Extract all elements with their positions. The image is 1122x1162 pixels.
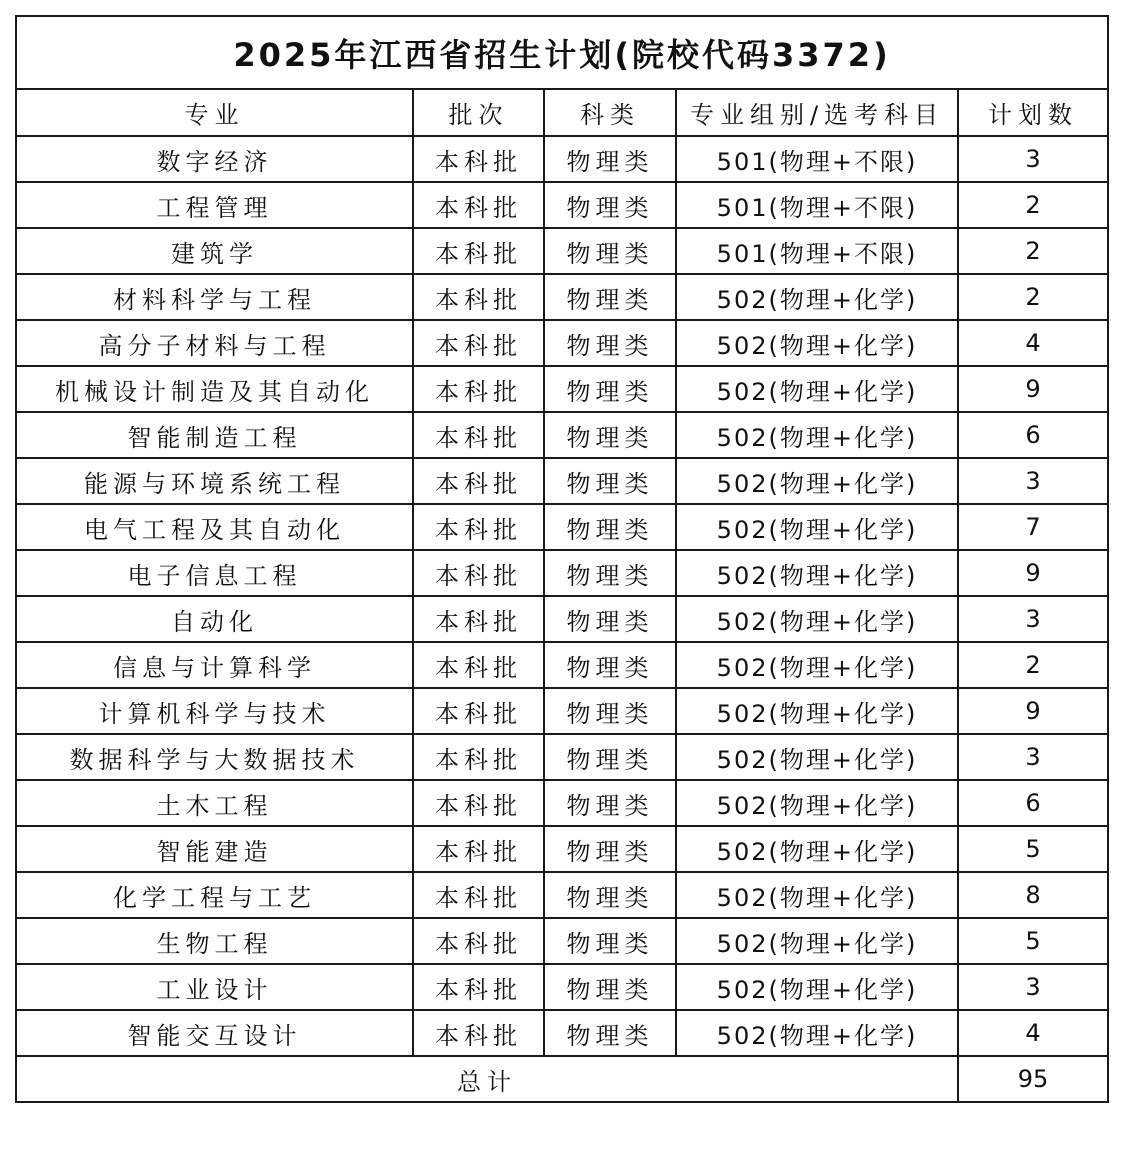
cell-major: 智能建造 [16, 826, 413, 872]
cell-major: 计算机科学与技术 [16, 688, 413, 734]
cell-category: 物理类 [544, 688, 676, 734]
cell-major: 建筑学 [16, 228, 413, 274]
cell-plan-count: 8 [958, 872, 1108, 918]
cell-major: 智能制造工程 [16, 412, 413, 458]
table-row [16, 550, 1108, 596]
cell-major: 化学工程与工艺 [16, 872, 413, 918]
header-batch: 批次 [413, 89, 544, 136]
cell-category: 物理类 [544, 734, 676, 780]
cell-category: 物理类 [544, 412, 676, 458]
cell-major: 电子信息工程 [16, 550, 413, 596]
cell-category: 物理类 [544, 642, 676, 688]
cell-category: 物理类 [544, 550, 676, 596]
cell-category: 物理类 [544, 918, 676, 964]
cell-batch: 本科批 [413, 1010, 544, 1056]
table-row [16, 964, 1108, 1010]
cell-major: 能源与环境系统工程 [16, 458, 413, 504]
cell-batch: 本科批 [413, 596, 544, 642]
cell-group-subjects: 502(物理+化学) [676, 504, 958, 550]
cell-group-subjects: 501(物理+不限) [676, 228, 958, 274]
table-row [16, 458, 1108, 504]
cell-plan-count: 9 [958, 366, 1108, 412]
cell-batch: 本科批 [413, 642, 544, 688]
cell-major: 智能交互设计 [16, 1010, 413, 1056]
cell-batch: 本科批 [413, 274, 544, 320]
cell-category: 物理类 [544, 366, 676, 412]
cell-group-subjects: 502(物理+化学) [676, 734, 958, 780]
table-row [16, 412, 1108, 458]
cell-group-subjects: 502(物理+化学) [676, 826, 958, 872]
cell-batch: 本科批 [413, 458, 544, 504]
cell-batch: 本科批 [413, 964, 544, 1010]
cell-group-subjects: 501(物理+不限) [676, 136, 958, 182]
cell-plan-count: 5 [958, 918, 1108, 964]
cell-batch: 本科批 [413, 228, 544, 274]
cell-major: 数字经济 [16, 136, 413, 182]
table-row [16, 274, 1108, 320]
cell-group-subjects: 502(物理+化学) [676, 412, 958, 458]
cell-plan-count: 4 [958, 320, 1108, 366]
header-plan-count: 计划数 [958, 89, 1108, 136]
cell-batch: 本科批 [413, 826, 544, 872]
title-row [16, 16, 1108, 89]
table-row [16, 228, 1108, 274]
cell-category: 物理类 [544, 1010, 676, 1056]
cell-group-subjects: 501(物理+不限) [676, 182, 958, 228]
cell-category: 物理类 [544, 228, 676, 274]
cell-plan-count: 3 [958, 596, 1108, 642]
cell-category: 物理类 [544, 458, 676, 504]
cell-plan-count: 7 [958, 504, 1108, 550]
cell-category: 物理类 [544, 826, 676, 872]
table-row [16, 596, 1108, 642]
cell-category: 物理类 [544, 182, 676, 228]
cell-group-subjects: 502(物理+化学) [676, 550, 958, 596]
table-row [16, 1010, 1108, 1056]
cell-batch: 本科批 [413, 182, 544, 228]
cell-plan-count: 9 [958, 550, 1108, 596]
cell-batch: 本科批 [413, 734, 544, 780]
cell-major: 工业设计 [16, 964, 413, 1010]
cell-plan-count: 6 [958, 412, 1108, 458]
cell-plan-count: 3 [958, 458, 1108, 504]
cell-batch: 本科批 [413, 136, 544, 182]
table-row [16, 642, 1108, 688]
cell-major: 土木工程 [16, 780, 413, 826]
cell-category: 物理类 [544, 872, 676, 918]
cell-group-subjects: 502(物理+化学) [676, 458, 958, 504]
cell-category: 物理类 [544, 964, 676, 1010]
cell-group-subjects: 502(物理+化学) [676, 366, 958, 412]
cell-group-subjects: 502(物理+化学) [676, 964, 958, 1010]
header-category: 科类 [544, 89, 676, 136]
cell-category: 物理类 [544, 136, 676, 182]
cell-plan-count: 2 [958, 228, 1108, 274]
header-row [16, 89, 1108, 136]
cell-group-subjects: 502(物理+化学) [676, 872, 958, 918]
cell-batch: 本科批 [413, 688, 544, 734]
cell-batch: 本科批 [413, 780, 544, 826]
cell-plan-count: 2 [958, 642, 1108, 688]
header-major: 专业 [16, 89, 413, 136]
cell-group-subjects: 502(物理+化学) [676, 320, 958, 366]
cell-major: 自动化 [16, 596, 413, 642]
cell-group-subjects: 502(物理+化学) [676, 780, 958, 826]
cell-plan-count: 2 [958, 274, 1108, 320]
table-row [16, 918, 1108, 964]
cell-plan-count: 9 [958, 688, 1108, 734]
cell-batch: 本科批 [413, 872, 544, 918]
cell-major: 生物工程 [16, 918, 413, 964]
table-row [16, 320, 1108, 366]
cell-group-subjects: 502(物理+化学) [676, 688, 958, 734]
cell-group-subjects: 502(物理+化学) [676, 1010, 958, 1056]
table-row [16, 872, 1108, 918]
cell-plan-count: 3 [958, 964, 1108, 1010]
cell-plan-count: 2 [958, 182, 1108, 228]
cell-plan-count: 3 [958, 136, 1108, 182]
cell-batch: 本科批 [413, 504, 544, 550]
cell-category: 物理类 [544, 274, 676, 320]
cell-batch: 本科批 [413, 320, 544, 366]
cell-category: 物理类 [544, 320, 676, 366]
cell-batch: 本科批 [413, 918, 544, 964]
cell-batch: 本科批 [413, 412, 544, 458]
cell-major: 材料科学与工程 [16, 274, 413, 320]
cell-batch: 本科批 [413, 550, 544, 596]
cell-major: 电气工程及其自动化 [16, 504, 413, 550]
total-row [16, 1056, 1108, 1102]
cell-category: 物理类 [544, 504, 676, 550]
table-row [16, 688, 1108, 734]
cell-group-subjects: 502(物理+化学) [676, 274, 958, 320]
cell-major: 信息与计算科学 [16, 642, 413, 688]
total-label: 总计 [16, 1056, 958, 1102]
header-group-subjects: 专业组别/选考科目 [676, 89, 958, 136]
cell-batch: 本科批 [413, 366, 544, 412]
cell-major: 数据科学与大数据技术 [16, 734, 413, 780]
cell-major: 工程管理 [16, 182, 413, 228]
table-row [16, 504, 1108, 550]
table-body [16, 136, 1108, 1056]
table-row [16, 136, 1108, 182]
cell-major: 高分子材料与工程 [16, 320, 413, 366]
table-row [16, 182, 1108, 228]
table-row [16, 366, 1108, 412]
table-row [16, 826, 1108, 872]
table-row [16, 734, 1108, 780]
cell-group-subjects: 502(物理+化学) [676, 918, 958, 964]
cell-plan-count: 6 [958, 780, 1108, 826]
table-row [16, 780, 1108, 826]
cell-plan-count: 3 [958, 734, 1108, 780]
total-value: 95 [958, 1056, 1108, 1102]
enrollment-plan-table [15, 15, 1109, 1103]
cell-group-subjects: 502(物理+化学) [676, 596, 958, 642]
cell-group-subjects: 502(物理+化学) [676, 642, 958, 688]
cell-category: 物理类 [544, 596, 676, 642]
cell-plan-count: 5 [958, 826, 1108, 872]
cell-major: 机械设计制造及其自动化 [16, 366, 413, 412]
cell-category: 物理类 [544, 780, 676, 826]
table-title: 2025年江西省招生计划(院校代码3372) [16, 16, 1108, 89]
cell-plan-count: 4 [958, 1010, 1108, 1056]
enrollment-plan-table-container [15, 15, 1107, 1103]
